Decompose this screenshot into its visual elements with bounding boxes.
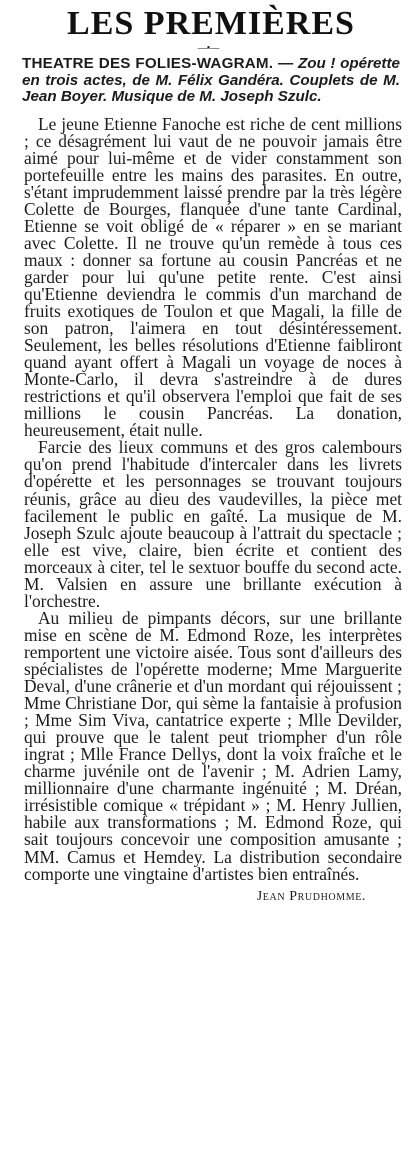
review-header bbox=[12, 56, 404, 106]
paragraph-plot: Le jeune Etienne Fanoche est riche de cent millions ; ce désagrément lui vaut de ne pouvoir jamais être aimé pour lui-même et de vider constamment son portefeuille entre les mains des parasites. En outre, s'étant imprudemment laissé prendre par la très légère Colette de Bourges, flanquée d'une tante Cardinal, Etienne se voit obligé de « réparer » en se mariant avec Colette. Il ne trouve qu'un remède à tous ces maux : donner sa fortune au cousin Pancréas et ne garder pour lui qu'une petite rente. C'est ainsi qu'Etienne deviendra le commis d'un marchand de fruits exotiques de Toulon et que Magali, la fille de son patron, l'aimera en tout désintéressement. Seulement, les belles résolutions d'Etienne faibliront quand ayant offert à Magali un voyage de noces à Monte-Carlo, il devra s'astreindre à de dures restrictions et qu'il observera l'emploi que fait de ses millions le cousin Pancréas. La donation, heureusement, était nulle. bbox=[24, 113, 402, 441]
ornament-divider: —•— bbox=[197, 43, 219, 54]
page-title: LES PREMIÈRES bbox=[67, 5, 355, 42]
review-body bbox=[12, 113, 404, 884]
newspaper-clipping bbox=[12, 6, 404, 905]
theatre-name: THEATRE DES FOLIES-WAGRAM. — bbox=[22, 55, 294, 72]
author-signature bbox=[12, 889, 404, 905]
author-first-name: Jean bbox=[256, 888, 286, 904]
show-credits: Zou ! opérette en trois actes, de M. Félix Gandéra. Couplets de M. Jean Boyer. Musique de M. Joseph Szulc. bbox=[22, 55, 400, 105]
author-last-name: Prudhomme. bbox=[289, 888, 366, 904]
paragraph-cast: Au milieu de pimpants décors, sur une brillante mise en scène de M. Edmond Roze, les interprètes remportent une victoire aisée. Tous sont d'ailleurs des spécialistes de l'opérette moderne; Mme Marguerite Deval, d'une crânerie et d'un mordant qui réjouissent ; Mme Christiane Dor, qui sème la fantaisie à profusion ; Mme Sim Viva, cantatrice experte ; Mlle Devilder, qui prouve que le talent peut triompher d'un rôle ingrat ; Mlle France Dellys, dont la voix fraîche et le charme juvénile ont de l'avenir ; M. Adrien Lamy, millionnaire d'une charmante ingénuité ; M. Dréan, irrésistible comique « trépidant » ; M. Henry Jullien, habile aux transformations ; M. Edmond Roze, qui sait toujours concevoir une composition amusante ; MM. Camus et Hemdey. La distribution secondaire comporte une vingtaine d'artistes bien entraînés. bbox=[24, 607, 402, 884]
paragraph-music: Farcie des lieux communs et des gros calembours qu'on prend l'habitude d'intercaler dans les livrets d'opérette et les personnages se trouvant toujours réunis, grâce au dieu des vaudevilles, la pièce met facilement le public en gaîté. La musique de M. Joseph Szulc ajoute beaucoup à l'attrait du spectacle ; elle est vive, claire, bien écrite et contient des morceaux à citer, tel le sextuor bouffe du second acte. M. Valsien en assure une brillante exécution à l'orchestre. bbox=[24, 437, 402, 611]
